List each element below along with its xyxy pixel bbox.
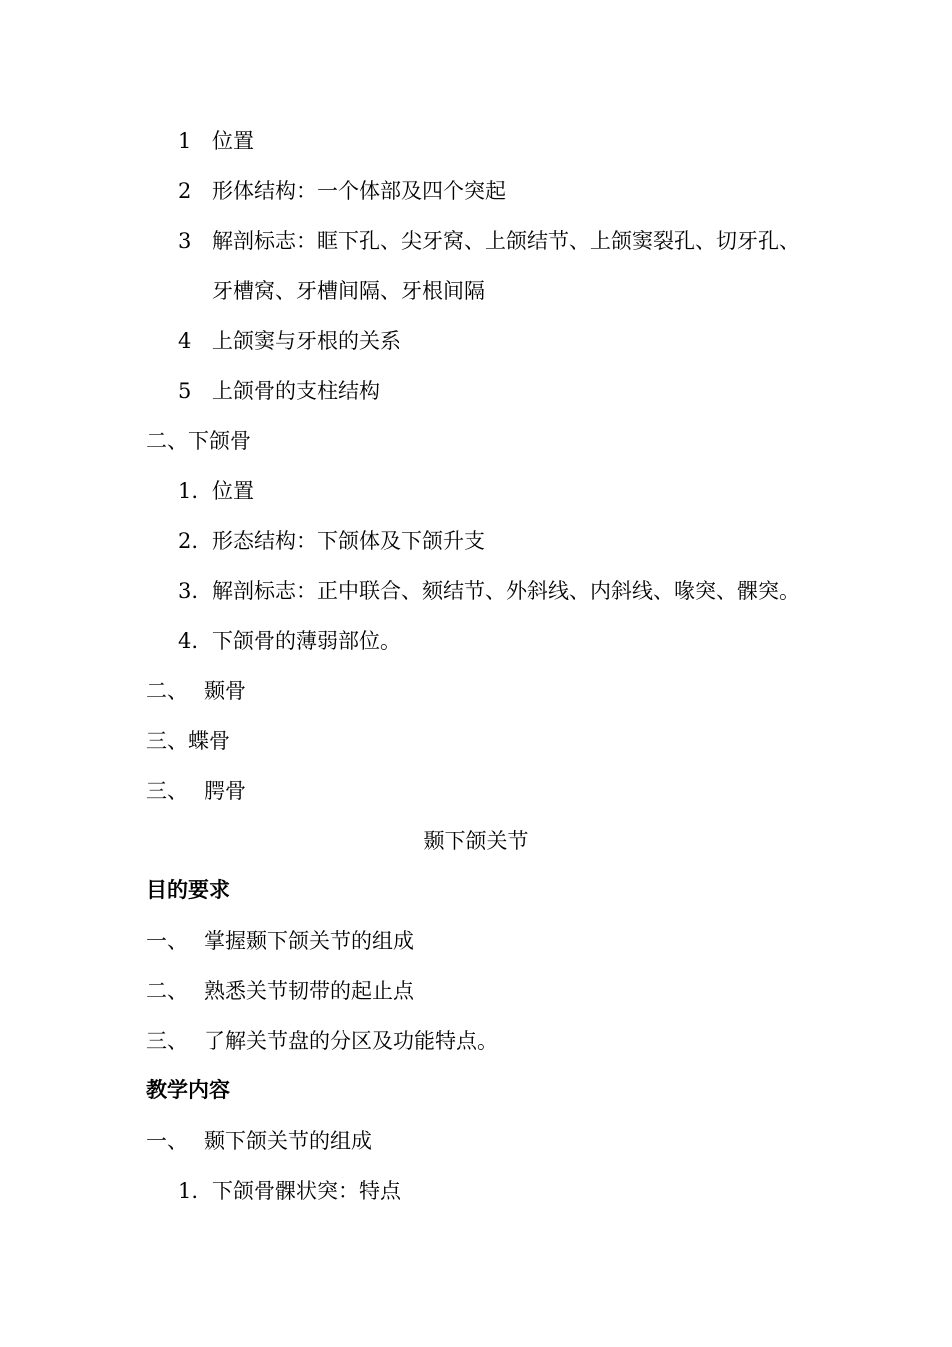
list-item: 3. 解剖标志：正中联合、颏结节、外斜线、内斜线、喙突、髁突。 — [178, 579, 800, 603]
objective-item: 一、 掌握颞下颌关节的组成 — [146, 929, 414, 953]
list-item: 5 上颌骨的支柱结构 — [178, 379, 380, 403]
list-item: 1 位置 — [178, 129, 254, 153]
content-heading: 教学内容 — [146, 1078, 230, 1102]
list-item: 4. 下颌骨的薄弱部位。 — [178, 629, 401, 653]
objective-item: 三、 了解关节盘的分区及功能特点。 — [146, 1029, 498, 1053]
list-item-continuation: 牙槽窝、牙槽间隔、牙根间隔 — [212, 279, 485, 303]
section-heading: 二、 颞骨 — [146, 679, 246, 703]
list-item: 2 形体结构：一个体部及四个突起 — [178, 179, 506, 203]
section-heading: 三、 腭骨 — [146, 779, 246, 803]
section-heading-mandible: 二、下颌骨 — [146, 429, 251, 453]
list-item: 2. 形态结构：下颌体及下颌升支 — [178, 529, 485, 553]
section-heading: 三、蝶骨 — [146, 729, 230, 753]
list-item: 3 解剖标志：眶下孔、尖牙窝、上颌结节、上颌窦裂孔、切牙孔、 — [178, 229, 800, 253]
chapter-title: 颞下颌关节 — [423, 829, 529, 853]
objective-item: 二、 熟悉关节韧带的起止点 — [146, 979, 414, 1003]
list-item: 1. 位置 — [178, 479, 254, 503]
objectives-heading: 目的要求 — [146, 878, 230, 902]
content-item: 一、 颞下颌关节的组成 — [146, 1129, 372, 1153]
list-item: 4 上颌窦与牙根的关系 — [178, 329, 401, 353]
content-subitem: 1. 下颌骨髁状突：特点 — [178, 1179, 401, 1203]
